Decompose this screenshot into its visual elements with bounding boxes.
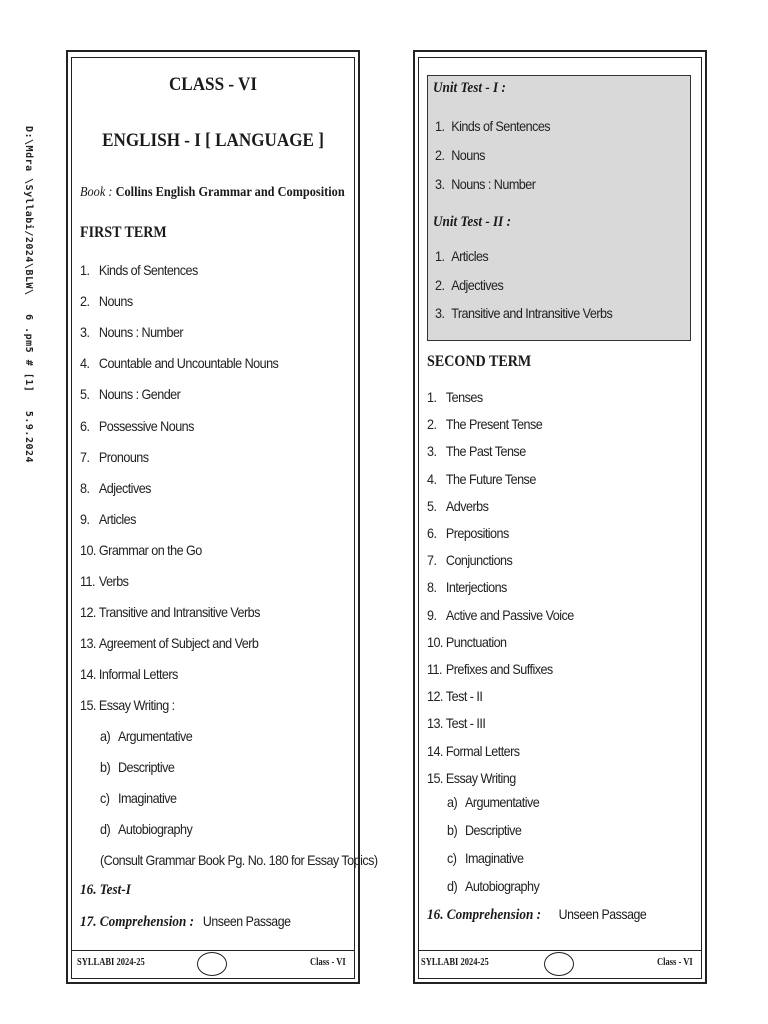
list-item-text: Descriptive — [465, 822, 522, 838]
comprehension-item-right — [427, 906, 646, 924]
list-item — [427, 607, 574, 623]
list-item — [80, 324, 183, 340]
list-item-number: d) — [100, 821, 111, 837]
list-item — [427, 715, 485, 731]
comprehension-label: 17. Comprehension : — [80, 914, 195, 930]
list-item — [80, 480, 151, 496]
list-item-number: b) — [447, 822, 458, 838]
list-item-number: 1. — [435, 118, 445, 134]
list-item — [80, 542, 202, 558]
list-item-text: Transitive and Intransitive Verbs — [98, 604, 260, 621]
list-item — [427, 579, 507, 595]
list-item-number: 10. — [427, 633, 443, 650]
list-item-text: Argumentative — [465, 794, 540, 810]
list-item-text: Possessive Nouns — [98, 417, 194, 434]
list-item-number: 13. — [427, 715, 443, 732]
first-term-heading: FIRST TERM — [80, 224, 167, 241]
list-item-text: Essay Writing — [445, 769, 516, 786]
list-item — [447, 794, 539, 810]
list-item-text: Adjectives — [451, 276, 504, 293]
list-item — [427, 743, 520, 759]
footer-syllabi: SYLLABI 2024-25 — [77, 957, 145, 968]
list-item-number: 2. — [427, 416, 437, 433]
file-date: 5.9.2024 — [23, 410, 34, 464]
comprehension-item — [80, 913, 291, 931]
file-path: D:\Mdra \Syllabi/2024\BLW\ — [23, 126, 34, 296]
consult-note: (Consult Grammar Book Pg. No. 180 for Essay Topics) — [100, 852, 378, 868]
list-item-text: Kinds of Sentences — [98, 262, 198, 278]
list-item — [427, 634, 507, 650]
list-item-text: The Past Tense — [445, 443, 526, 460]
list-item-number: d) — [447, 878, 458, 894]
list-item-text: Imaginative — [465, 850, 524, 866]
list-item-number: 14. — [427, 742, 443, 759]
list-item-text: Interjections — [445, 579, 507, 596]
list-item-text: Nouns — [98, 293, 133, 310]
book-name: Collins English Grammar and Composition — [115, 185, 345, 200]
list-item — [435, 118, 550, 134]
list-item-text: Autobiography — [465, 878, 540, 894]
list-item-number: 3. — [80, 324, 90, 341]
list-item — [427, 770, 516, 786]
list-item — [80, 511, 136, 527]
footer-class: Class - VI — [310, 957, 346, 968]
list-item-text: Descriptive — [118, 759, 175, 775]
list-item-number: 3. — [435, 176, 445, 192]
comprehension-value: Unseen Passage — [202, 913, 291, 929]
list-item-number: 14. — [80, 666, 96, 683]
list-item-number: 1. — [427, 389, 437, 405]
list-item — [80, 666, 178, 682]
list-item-number: 5. — [80, 386, 90, 403]
file-name: 6 .pm5 # [1] — [23, 314, 34, 393]
second-term-heading: SECOND TERM — [427, 353, 532, 370]
list-item-number: 1. — [80, 262, 90, 278]
list-item-text: Articles — [98, 510, 136, 527]
list-item — [80, 293, 133, 309]
list-item-number: 2. — [435, 276, 445, 293]
list-item-number: c) — [447, 850, 457, 866]
list-item-number: 3. — [435, 305, 445, 321]
unit-test-2-heading: Unit Test - II : — [433, 214, 511, 230]
list-item-text: Nouns : Number — [98, 324, 184, 341]
comprehension-value-right: Unseen Passage — [558, 906, 647, 922]
list-item-text: Countable and Uncountable Nouns — [98, 355, 279, 372]
list-item-number: 9. — [427, 606, 437, 623]
footer-divider-right — [418, 950, 702, 951]
right-page — [413, 50, 707, 984]
comprehension-label-right: 16. Comprehension : — [427, 907, 542, 923]
list-item — [427, 688, 482, 704]
list-item-text: Prefixes and Suffixes — [445, 661, 553, 677]
list-item-number: 12. — [80, 604, 96, 621]
list-item-number: 10. — [80, 541, 96, 558]
list-item — [80, 449, 149, 465]
list-item-text: Test - II — [445, 688, 483, 705]
list-item-number: 12. — [427, 688, 443, 705]
footer-page-circle-right — [544, 952, 574, 976]
list-item-text: Adverbs — [445, 497, 489, 514]
list-item-text: Punctuation — [445, 633, 507, 650]
list-item — [427, 525, 509, 541]
book-label: Book : — [80, 185, 113, 200]
list-item-text: The Future Tense — [445, 470, 536, 487]
unit-test-box — [427, 75, 691, 341]
list-item-number: 13. — [80, 635, 96, 652]
list-item-text: Autobiography — [118, 821, 193, 837]
list-item-number: c) — [100, 790, 110, 806]
list-item-number: 11. — [427, 661, 442, 677]
footer-syllabi-right: SYLLABI 2024-25 — [421, 957, 489, 968]
list-item-number: 2. — [435, 147, 445, 163]
list-item-number: 9. — [80, 510, 90, 527]
list-item — [100, 821, 192, 837]
list-item — [80, 418, 194, 434]
footer-page-circle — [197, 952, 227, 976]
list-item — [427, 443, 526, 459]
list-item — [447, 822, 521, 838]
list-item — [80, 635, 258, 651]
list-item-number: 11. — [80, 573, 95, 589]
list-item-number: 6. — [80, 417, 90, 434]
footer-class-right: Class - VI — [657, 957, 693, 968]
list-item-text: Prepositions — [445, 525, 509, 541]
list-item-text: Nouns : Gender — [98, 386, 181, 403]
list-item-text: Imaginative — [118, 790, 177, 806]
list-item — [427, 389, 483, 405]
list-item-text: Grammar on the Go — [98, 541, 202, 558]
list-item-text: Active and Passive Voice — [445, 606, 574, 623]
list-item-text: Conjunctions — [445, 552, 513, 569]
list-item-text: Pronouns — [98, 448, 149, 465]
file-path-note — [18, 126, 34, 464]
list-item — [435, 248, 488, 264]
list-item-text: Essay Writing : — [98, 697, 175, 714]
list-item-number: b) — [100, 759, 111, 775]
list-item-number: 7. — [427, 552, 437, 569]
list-item-text: Adjectives — [98, 479, 151, 496]
list-item-number: 15. — [427, 769, 443, 786]
list-item — [427, 471, 536, 487]
list-item-number: 2. — [80, 293, 90, 310]
subject-title: ENGLISH - I [ LANGUAGE ] — [102, 130, 324, 151]
list-item — [427, 552, 512, 568]
list-item — [427, 498, 488, 514]
list-item — [447, 878, 539, 894]
list-item-text: Argumentative — [118, 728, 193, 744]
list-item — [427, 416, 542, 432]
list-item-text: Tenses — [445, 389, 483, 405]
footer-divider — [71, 950, 355, 951]
list-item-number: 3. — [427, 443, 437, 460]
list-item-text: Kinds of Sentences — [451, 118, 551, 134]
list-item-number: 6. — [427, 525, 437, 541]
list-item — [100, 728, 192, 744]
list-item-number: a) — [447, 794, 458, 810]
list-item — [427, 661, 553, 677]
list-item-text: Nouns : Number — [451, 176, 536, 192]
list-item-number: 4. — [427, 470, 437, 487]
list-item — [435, 176, 535, 192]
list-item-text: The Present Tense — [445, 416, 543, 433]
list-item-text: Formal Letters — [445, 742, 520, 759]
list-item — [100, 759, 174, 775]
list-item — [435, 147, 485, 163]
list-item — [80, 697, 175, 713]
list-item — [80, 573, 128, 589]
list-item-text: Informal Letters — [98, 666, 178, 683]
list-item — [80, 355, 278, 371]
list-item — [80, 386, 180, 402]
list-item-number: 5. — [427, 497, 437, 514]
list-item — [447, 850, 524, 866]
list-item-number: 8. — [80, 479, 90, 496]
list-item-text: Agreement of Subject and Verb — [98, 635, 259, 652]
book-line — [80, 185, 345, 201]
list-item-number: a) — [100, 728, 111, 744]
list-item — [100, 790, 177, 806]
list-item — [80, 262, 198, 278]
list-item-text: Test - III — [445, 715, 486, 732]
list-item — [80, 604, 260, 620]
list-item — [435, 277, 503, 293]
list-item-text: Articles — [451, 248, 489, 264]
list-item-number: 7. — [80, 448, 90, 465]
list-item-text: Verbs — [98, 573, 129, 589]
left-page — [66, 50, 378, 984]
test-i-item: 16. Test-I — [80, 882, 131, 898]
class-title: CLASS - VI — [168, 74, 258, 95]
list-item-text: Nouns — [451, 147, 485, 163]
list-item-number: 1. — [435, 248, 445, 264]
list-item-number: 15. — [80, 697, 96, 714]
list-item-number: 8. — [427, 579, 437, 596]
unit-test-1-heading: Unit Test - I : — [433, 80, 506, 96]
list-item-number: 4. — [80, 355, 90, 372]
list-item-text: Transitive and Intransitive Verbs — [451, 305, 613, 321]
list-item — [435, 305, 612, 321]
